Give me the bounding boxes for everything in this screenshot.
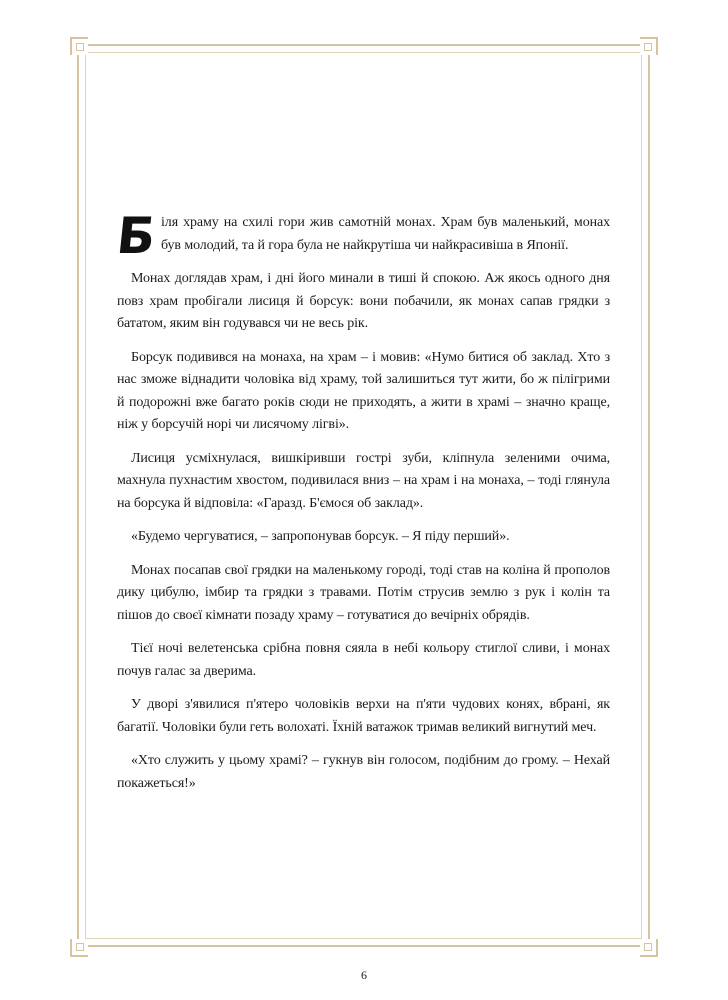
story-text — [113, 207, 610, 806]
paragraph: «Будемо чергуватися, – запропонував борсук. – Я піду перший». — [131, 529, 510, 544]
page-number: 6 — [361, 968, 367, 982]
frame-corner-ornament — [70, 37, 88, 55]
paragraph: У дворі з'явилися п'ятеро чоловіків верхи на п'яти чудових конях, вбрані, як багатії. Чоловіки були геть волохаті. Їхній ватажок тримав великий вигнутий меч. — [117, 697, 610, 735]
paragraph: «Хто служить у цьому храмі? – гукнув він голосом, подібним до грому. – Нехай покажеться!» — [117, 753, 610, 791]
paragraph: Тієї ночі велетенська срібна повня сяяла в небі кольору стиглої сливи, і монах почув галас за дверима. — [117, 641, 610, 679]
paragraph-text: іля храму на схилі гори жив самотній монах. Храм був маленький, монах був молодий, та й гора була не найкрутіша чи найкрасивіша в Японії. — [161, 215, 610, 253]
paragraph — [113, 207, 610, 265]
frame-corner-ornament — [640, 939, 658, 957]
frame-corner-ornament — [70, 939, 88, 957]
drop-cap: Б — [113, 207, 159, 265]
frame-corner-ornament — [640, 37, 658, 55]
paragraph: Лисиця усміхнулася, вишкіривши гострі зуби, кліпнула зеленими очима, махнула пухнастим хвостом, подивилася вниз – на храм і на монаха, – тоді глянула на борсука й відповіла: «Гаразд. Б'ємося об заклад». — [117, 450, 610, 511]
paragraph: Монах доглядав храм, і дні його минали в тиші й спокою. Аж якось одного дня повз храм пробігали лисиця й борсук: вони побачили, як монах сапав грядки з бататом, яким він годувався чи не весь рік. — [117, 271, 610, 331]
paragraph: Монах посапав свої грядки на маленькому городі, тоді став на коліна й прополов дику цибулю, імбир та грядки з травами. Потім струсив землю з рук і колін та пішов до своєї кімнати позаду храму – готуватися до вечірніх обрядів. — [117, 562, 610, 623]
paragraph: Борсук подивився на монаха, на храм – і мовив: «Нумо битися об заклад. Хто з нас зможе віднадити чоловіка від храму, той залишиться тут жити, бо ж пілігрими й подорожні вже багато років сюди не приходять, а жити в храмі – значно краще, ніж у борсучій норі чи лисячому лігві». — [117, 349, 610, 432]
